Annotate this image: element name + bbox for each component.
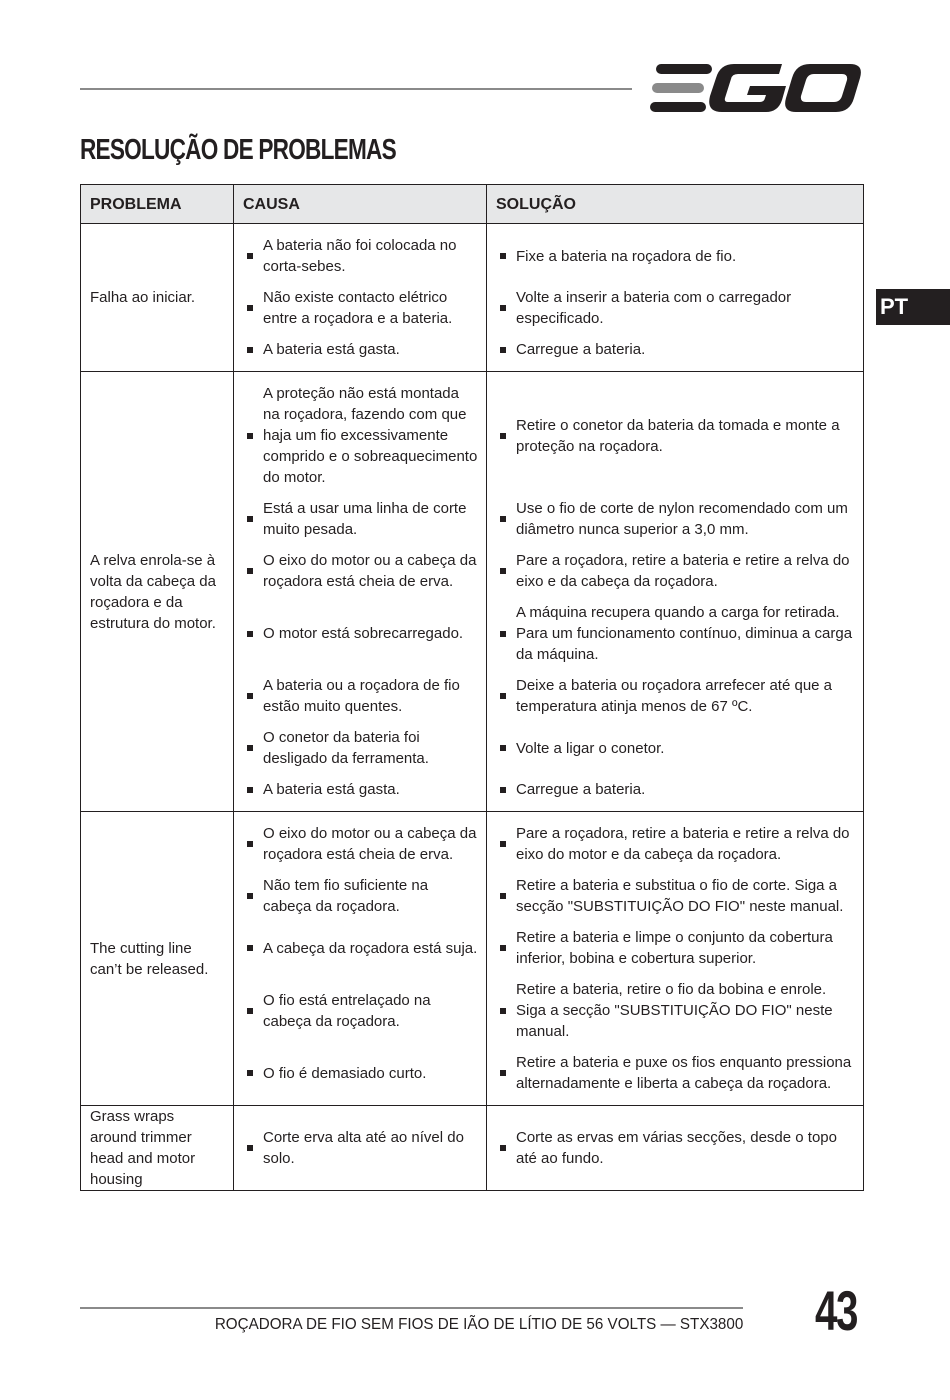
- ego-logo: [650, 62, 862, 114]
- table-row: [81, 372, 864, 812]
- troubleshooting-table: [80, 184, 864, 1191]
- header-problema: PROBLEMA: [81, 185, 234, 224]
- page-number: 43: [815, 1279, 857, 1342]
- table-header-row: [81, 185, 864, 224]
- causa-item: O fio é demasiado curto.: [234, 1047, 486, 1099]
- causa-item: O motor está sobrecarregado.: [234, 597, 486, 670]
- page-title: RESOLUÇÃO DE PROBLEMAS: [80, 134, 396, 166]
- problem-cell: Grass wraps around trimmer head and motor housing: [81, 1106, 234, 1191]
- solucao-cell: [487, 1106, 864, 1191]
- solucao-item: Carregue a bateria.: [487, 334, 863, 365]
- causa-cell: [234, 1106, 487, 1191]
- solucao-item: Retire a bateria e puxe os fios enquanto pressiona alternadamente e liberta a cabeça da roçadora.: [487, 1047, 863, 1099]
- causa-cell: [234, 372, 487, 812]
- causa-item: A bateria está gasta.: [234, 334, 486, 365]
- solucao-item: Retire a bateria, retire o fio da bobina e enrole. Siga a secção "SUBSTITUIÇÃO DO FIO" neste manual.: [487, 974, 863, 1047]
- causa-item: Não tem fio suficiente na cabeça da roçadora.: [234, 870, 486, 922]
- language-tab: PT: [876, 289, 950, 325]
- header-solucao: SOLUÇÃO: [487, 185, 864, 224]
- causa-item: A bateria está gasta.: [234, 774, 486, 805]
- solucao-item: Pare a roçadora, retire a bateria e retire a relva do eixo e da cabeça da roçadora.: [487, 545, 863, 597]
- causa-cell: [234, 812, 487, 1106]
- table-row: [81, 812, 864, 1106]
- solucao-item: Deixe a bateria ou roçadora arrefecer até que a temperatura atinja menos de 67 ºC.: [487, 670, 863, 722]
- problem-cell: The cutting line can’t be released.: [81, 812, 234, 1106]
- problem-cell: A relva enrola-se à volta da cabeça da roçadora e da estrutura do motor.: [81, 372, 234, 812]
- solucao-item: Retire a bateria e limpe o conjunto da cobertura inferior, bobina e cobertura superior.: [487, 922, 863, 974]
- causa-item: Está a usar uma linha de corte muito pesada.: [234, 493, 486, 545]
- solucao-item: Retire a bateria e substitua o fio de corte. Siga a secção "SUBSTITUIÇÃO DO FIO" neste manual.: [487, 870, 863, 922]
- solucao-item: Volte a inserir a bateria com o carregador especificado.: [487, 282, 863, 334]
- problem-cell: Falha ao iniciar.: [81, 224, 234, 372]
- causa-item: A proteção não está montada na roçadora, fazendo com que haja um fio excessivamente comprido e o sobreaquecimento do motor.: [234, 378, 486, 493]
- solucao-item: Fixe a bateria na roçadora de fio.: [487, 230, 863, 282]
- causa-item: O eixo do motor ou a cabeça da roçadora está cheia de erva.: [234, 545, 486, 597]
- solucao-item: Use o fio de corte de nylon recomendado com um diâmetro nunca superior a 3,0 mm.: [487, 493, 863, 545]
- causa-item: Não existe contacto elétrico entre a roçadora e a bateria.: [234, 282, 486, 334]
- solucao-item: Pare a roçadora, retire a bateria e retire a relva do eixo do motor e da cabeça da roçadora.: [487, 818, 863, 870]
- causa-item: O fio está entrelaçado na cabeça da roçadora.: [234, 974, 486, 1047]
- solucao-cell: [487, 812, 864, 1106]
- solucao-item: Carregue a bateria.: [487, 774, 863, 805]
- solucao-cell: [487, 224, 864, 372]
- causa-item: A bateria ou a roçadora de fio estão muito quentes.: [234, 670, 486, 722]
- causa-item: O eixo do motor ou a cabeça da roçadora está cheia de erva.: [234, 818, 486, 870]
- table-body: [81, 224, 864, 1191]
- footer-rule: [80, 1307, 743, 1309]
- footer-title: ROÇADORA DE FIO SEM FIOS DE IÃO DE LÍTIO DE 56 VOLTS — STX3800: [214, 1316, 743, 1333]
- solucao-cell: [487, 372, 864, 812]
- solucao-item: A máquina recupera quando a carga for retirada. Para um funcionamento contínuo, diminua a carga da máquina.: [487, 597, 863, 670]
- table-row: [81, 224, 864, 372]
- causa-item: Corte erva alta até ao nível do solo.: [234, 1122, 486, 1174]
- header-rule: [80, 88, 632, 90]
- header-causa: CAUSA: [234, 185, 487, 224]
- causa-item: A bateria não foi colocada no corta-sebes.: [234, 230, 486, 282]
- causa-item: O conetor da bateria foi desligado da ferramenta.: [234, 722, 486, 774]
- causa-item: A cabeça da roçadora está suja.: [234, 922, 486, 974]
- solucao-item: Volte a ligar o conetor.: [487, 722, 863, 774]
- solucao-item: Retire o conetor da bateria da tomada e monte a proteção na roçadora.: [487, 378, 863, 493]
- solucao-item: Corte as ervas em várias secções, desde o topo até ao fundo.: [487, 1122, 863, 1174]
- causa-cell: [234, 224, 487, 372]
- table-row: [81, 1106, 864, 1191]
